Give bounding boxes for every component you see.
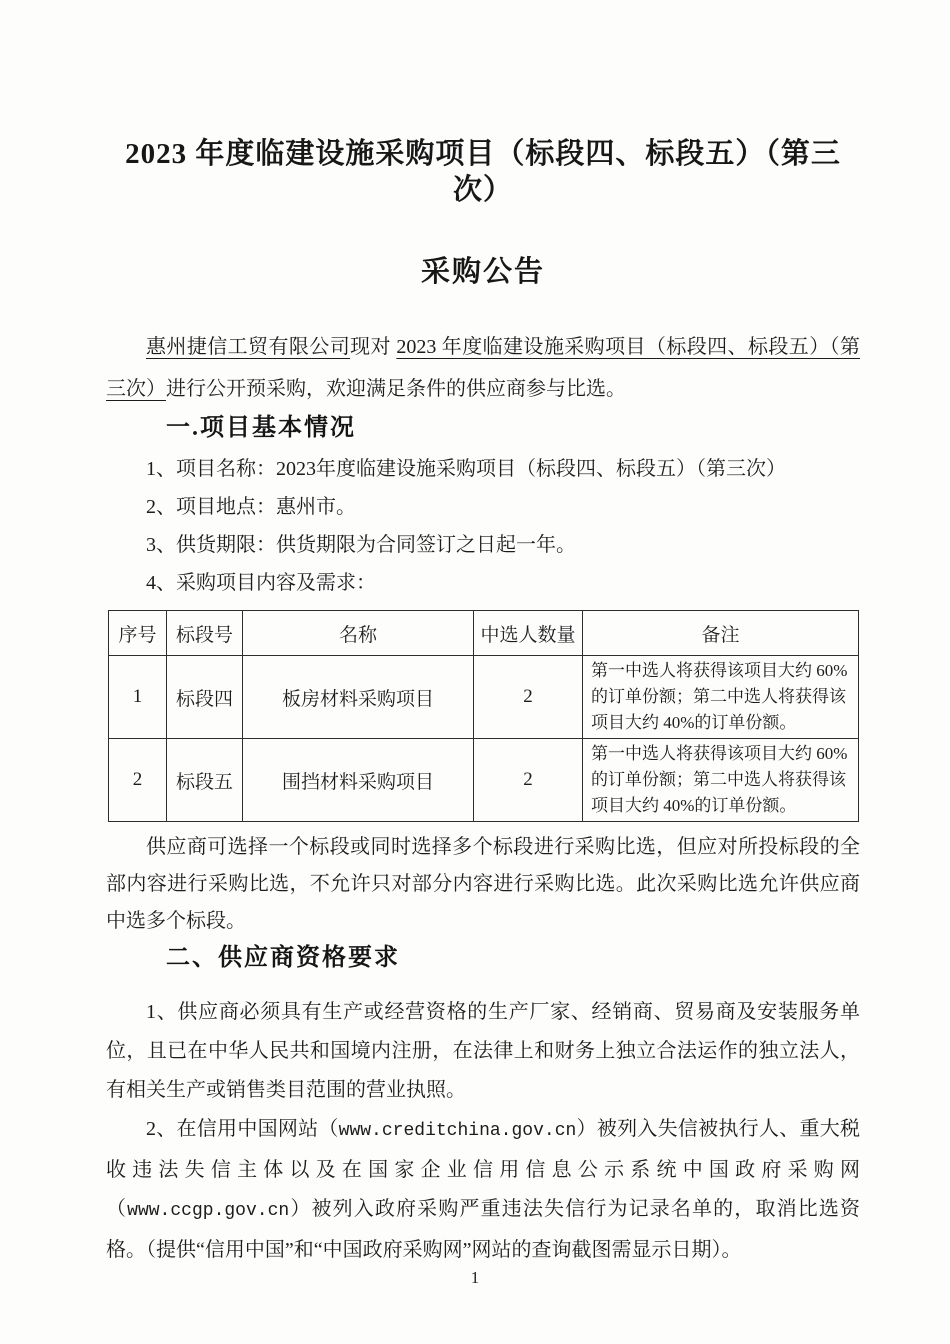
- table-row: [109, 739, 859, 822]
- section2-heading: 二、供应商资格要求: [166, 945, 400, 971]
- cell-name: 围挡材料采购项目: [243, 739, 474, 822]
- col-header-section: 标段号: [167, 611, 243, 656]
- list-item-project-name: 1、项目名称：2023年度临建设施采购项目（标段四、标段五）（第三次）: [146, 458, 786, 480]
- intro-paragraph: [106, 326, 860, 410]
- creditchina-url: www.creditchina.gov.cn: [338, 1121, 577, 1141]
- section1-item-list: [106, 450, 860, 602]
- cell-section: 标段四: [167, 656, 243, 739]
- cell-remark: 第一中选人将获得该项目大约 60%的订单份额；第二中选人将获得该项目大约 40%的订单份额。: [583, 656, 859, 739]
- col-header-name: 名称: [243, 611, 474, 656]
- col-header-remark: 备注: [583, 611, 859, 656]
- cell-remark: 第一中选人将获得该项目大约 60%的订单份额；第二中选人将获得该项目大约 40%的订单份额。: [583, 739, 859, 822]
- intro-text: 现对: [350, 336, 397, 358]
- para2-text: ）被列入失信被执行人、重大税收违法失信主体以及在国家企业信用信息公示系统中国政府采购网（: [106, 1118, 861, 1220]
- ccgp-url: www.ccgp.gov.cn: [127, 1201, 290, 1221]
- project-name-underlined: 2023 年度临建设施采购项目（标段四、标段五）（第三次）: [106, 336, 861, 400]
- qualification-paragraph-1: 1、供应商必须具有生产或经营资格的生产厂家、经销商、贸易商及安装服务单位，且已在中华人民共和国境内注册，在法律上和财务上独立合法运作的独立法人，有相关生产或销售类目范围的营业执照。: [106, 1001, 860, 1101]
- col-header-winners: 中选人数量: [474, 611, 583, 656]
- para2-text: 2、在信用中国网站（: [146, 1118, 339, 1140]
- document-title-line1: 2023 年度临建设施采购项目（标段四、标段五）（第三次）: [125, 138, 841, 206]
- col-header-no: 序号: [109, 611, 167, 656]
- qualification-paragraph-2: [106, 1110, 860, 1270]
- cell-winners: 2: [474, 739, 583, 822]
- table-note-paragraph: 供应商可选择一个标段或同时选择多个标段进行采购比选，但应对所投标段的全部内容进行采购比选，不允许只对部分内容进行采购比选。此次采购比选允许供应商中选多个标段。: [106, 836, 860, 932]
- document-title-line2: 采购公告: [420, 256, 545, 288]
- cell-section: 标段五: [167, 739, 243, 822]
- cell-winners: 2: [474, 656, 583, 739]
- page-number: 1: [470, 1268, 480, 1287]
- company-name-underlined: 惠州捷信工贸有限公司: [146, 336, 351, 358]
- section1-heading: 一.项目基本情况: [166, 415, 356, 441]
- list-item-project-location: 2、项目地点：惠州市。: [146, 496, 356, 518]
- para2-text: ）被列入政府采购严重违法失信行为记录名单的，取消比选资格。（提供“信用中国”和“中国政府采购网”网站的查询截图需显示日期）。: [106, 1198, 861, 1261]
- table-row: [109, 656, 859, 739]
- intro-tail-text: 进行公开预采购，欢迎满足条件的供应商参与比选。: [166, 378, 626, 400]
- list-item-supply-period: 3、供货期限：供货期限为合同签订之日起一年。: [146, 534, 576, 556]
- table-header-row: [109, 611, 859, 656]
- list-item-content-requirements: 4、采购项目内容及需求：: [146, 572, 376, 594]
- cell-no: 1: [109, 656, 167, 739]
- cell-no: 2: [109, 739, 167, 822]
- cell-name: 板房材料采购项目: [243, 656, 474, 739]
- procurement-table: [108, 610, 859, 822]
